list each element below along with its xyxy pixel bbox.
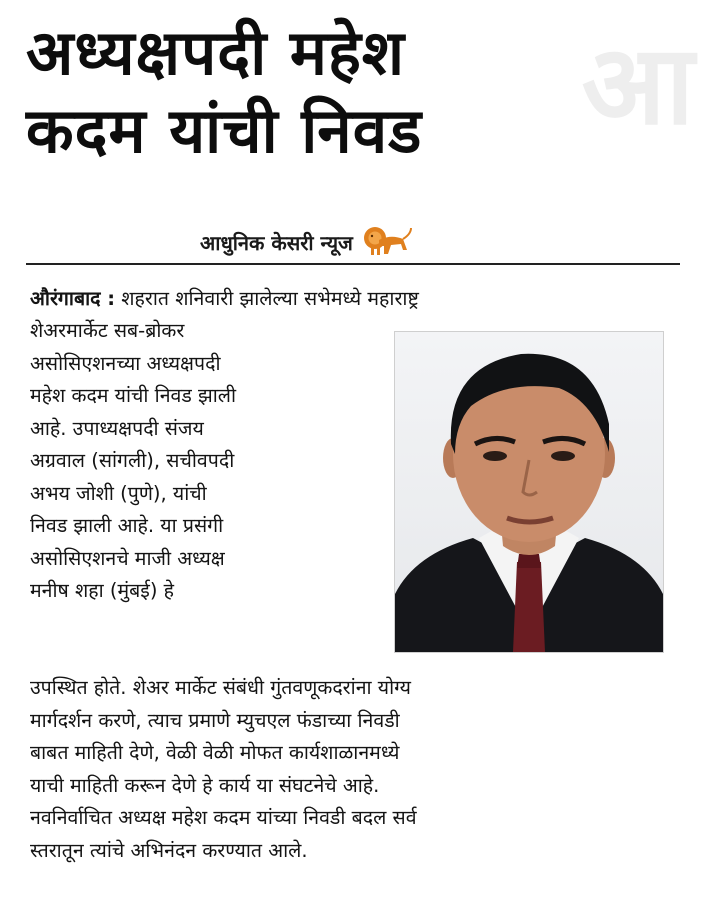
portrait-photo [394,331,664,653]
portrait-illustration [395,332,663,652]
body-line: बाबत माहिती देणे, वेळी वेळी मोफत कार्यशाळानमध्ये [30,741,400,764]
headline [26,14,686,170]
column-line: शेअरमार्केट सब-ब्रोकर [30,319,185,342]
article-column [30,315,236,608]
body-line: नवनिर्वाचित अध्यक्ष महेश कदम यांच्या निवडी बदल सर्व [30,806,417,829]
headline-line-1: अध्यक्षपदी महेश [26,16,406,89]
column-line: असोसिएशनच्या अध्यक्षपदी [30,351,221,375]
column-line: निवड झाली आहे. या प्रसंगी [30,514,224,537]
byline [200,224,413,260]
body-line: याची माहिती करून देणे हे कार्य या संघटनेचे आहे. [30,773,380,797]
column-line: महेश कदम यांची निवड झाली [30,384,237,407]
column-line: अभय जोशी (पुणे), यांची [30,481,207,505]
byline-source: आधुनिक केसरी न्यूज [200,230,353,255]
byline-divider [26,263,680,265]
column-line: मनीष शहा (मुंबई) हे [30,579,175,602]
body-line: उपस्थित होते. शेअर मार्केट संबंधी गुंतवणूकदरांना योग्य [30,676,411,699]
article-lead [30,283,419,316]
lead-text: शहरात शनिवारी झालेल्या सभेमध्ये महाराष्ट्र [115,287,419,310]
column-line: असोसिएशनचे माजी अध्यक्ष [30,546,225,570]
column-line: आहे. उपाध्यक्षपदी संजय [30,416,204,440]
dateline-place: औरंगाबाद : [30,287,116,310]
article-body [30,672,417,867]
body-line: स्तरातून त्यांचे अभिनंदन करण्यात आले. [30,838,308,862]
background-watermark: आ [581,21,694,149]
lion-icon [361,224,413,260]
body-line: मार्गदर्शन करणे, त्याच प्रमाणे म्युचएल फंडाच्या निवडी [30,708,400,732]
column-line: अग्रवाल (सांगली), सचीवपदी [30,449,235,472]
headline-line-2: कदम यांची निवड [26,94,423,167]
